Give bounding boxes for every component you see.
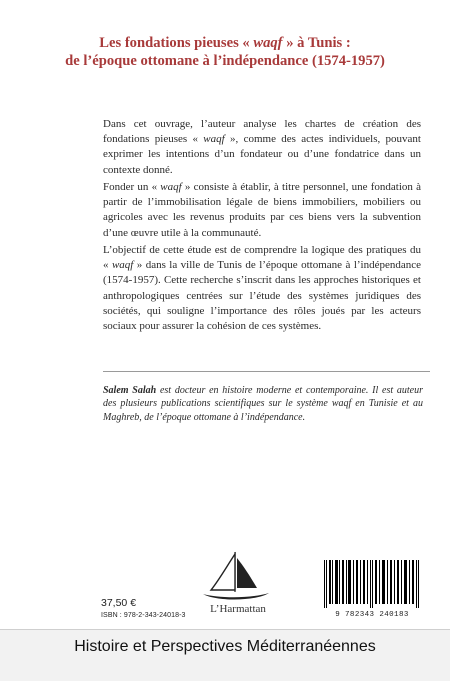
term-waqf: waqf: [160, 181, 182, 193]
title-waqf: waqf: [253, 35, 283, 51]
text: » consiste à établir, à titre personnel, une fondation à partir de l’immobilisation légale de biens immobiliers, mobiliers ou agricoles avec les revenus produits par ces biens vers la subvention d’une œuvre utile à la communauté.: [103, 181, 421, 239]
term-waqf: waqf: [203, 133, 225, 146]
harmattan-sailboat-logo: [197, 548, 275, 604]
text: Dans cet ouvrage, l’auteur analyse les chartes de création des fondations pieuses «: [103, 118, 421, 146]
text: » dans la ville de Tunis de l’époque ottomane à l’indépendance (1574-1957). Cette recherche s’inscrit dans les approches historiques et anthropologiques centrées sur l’étude des systèmes juridiques des sociétés, qui souligne l’importance des rôles joués par les acteurs sociaux pour assurer la cohésion de ces systèmes.: [103, 259, 422, 333]
blurb-paragraph-2: [103, 180, 421, 241]
publisher-name: L’Harmattan: [210, 603, 266, 615]
title-line-1: [0, 34, 450, 52]
author-bio: [103, 384, 423, 424]
text: L’objectif de cette étude est de comprendre la logique des pratiques du «: [103, 244, 421, 272]
title-text: Les fondations pieuses «: [99, 35, 254, 51]
text: », comme des actes individuels, pouvant exprimer les intentions d’un fondateur ou d’une fondatrice dans un contexte donné.: [103, 133, 421, 176]
barcode-number: 9 782343 240183: [335, 611, 409, 619]
text: Fonder un «: [103, 181, 161, 193]
series-title: Histoire et Perspectives Méditerranéennes: [74, 638, 376, 655]
price: 37,50 €: [101, 597, 137, 609]
author-name: Salem Salah: [103, 385, 157, 396]
title-line-2: de l’époque ottomane à l’indépendance (1574-1957): [65, 53, 385, 69]
isbn: ISBN : 978-2-343-24018-3: [101, 612, 186, 619]
barcode: [322, 560, 422, 608]
book-title: [0, 34, 450, 70]
term-waqf: waqf: [111, 259, 134, 272]
blurb-paragraph-1: [103, 117, 421, 178]
blurb-paragraph-3: [103, 243, 421, 334]
author-bio-text: est docteur en histoire moderne et contemporaine. Il est auteur des plusieurs publications scientifiques sur le système waqf en Tunisie et au Maghreb, de l’époque ottomane à l’indépendance.: [103, 385, 424, 423]
divider: [103, 371, 430, 372]
title-text: » à Tunis :: [282, 35, 351, 51]
